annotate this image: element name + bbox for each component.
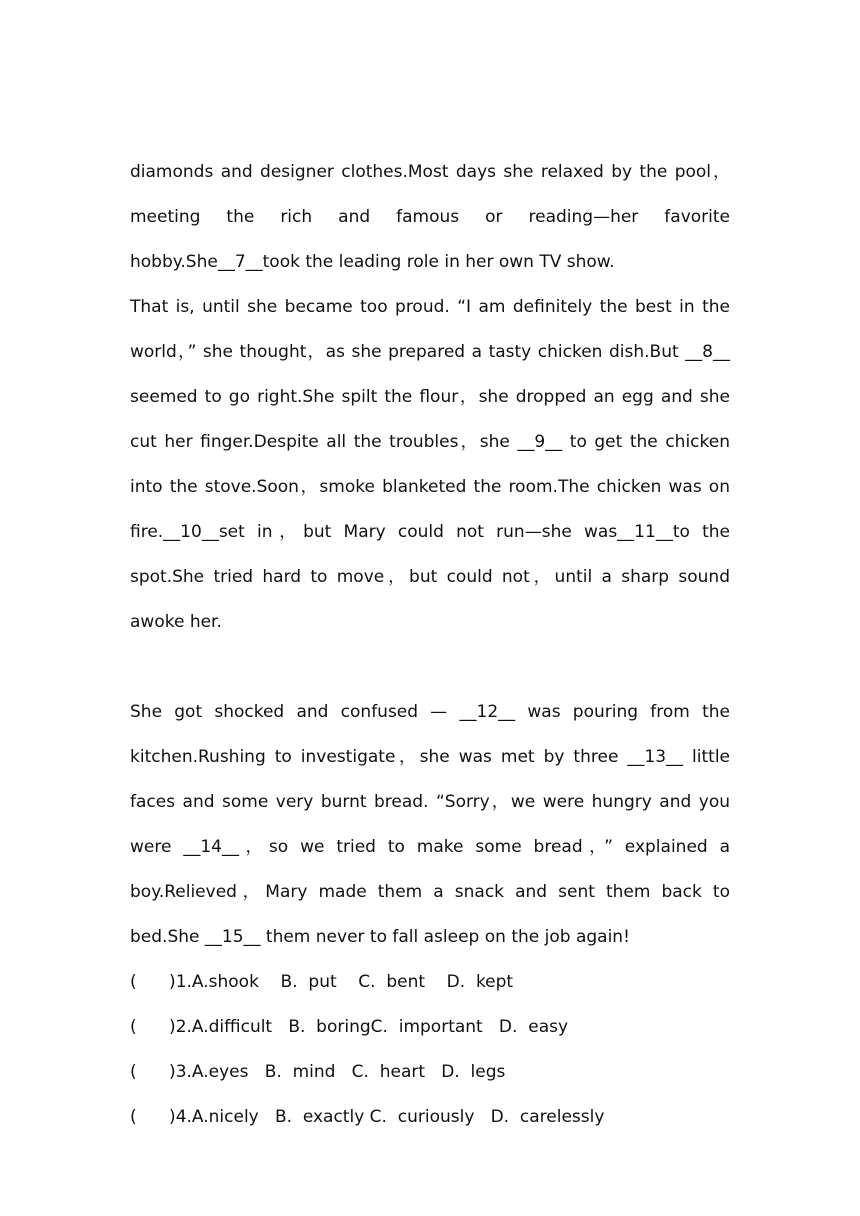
question-1: ( )1.A.shook B. put C. bent D. kept [130,972,514,992]
question-3: ( )3.A.eyes B. mind C. heart D. legs [130,1062,506,1082]
question-list [130,960,730,1140]
paragraph-spacer [130,645,730,690]
question-4: ( )4.A.nicely B. exactly C. curiously D. carelessly [130,1107,605,1127]
passage-paragraph-1: diamonds and designer clothes.Most days she relaxed by the pool，meeting the rich and famous or reading—her favorite hobby.She__7__took the leading role in her own TV show. [130,162,730,272]
passage-paragraph-2: That is, until she became too proud. “I am definitely the best in the world，” she thought，as she prepared a tasty chicken dish.But __8__ seemed to go right.She spilt the flour，she dropped an egg and she cut her finger.Despite all the troubles，she __9__ to get the chicken into the stove.Soon，smoke blanketed the room.The chicken was on fire.__10__set in，but Mary could not run—she was__11__to the spot.She tried hard to move，but could not，until a sharp sound awoke her. [130,297,730,632]
question-2: ( )2.A.difficult B. boringC. important D. easy [130,1017,569,1037]
document-page [130,150,730,1140]
passage-paragraph-3: She got shocked and confused — __12__ was pouring from the kitchen.Rushing to investigate，she was met by three __13__ little faces and some very burnt bread. “Sorry，we were hungry and you were __14__，so we tried to make some bread，” explained a boy.Relieved，Mary made them a snack and sent them back to bed.She __15__ them never to fall asleep on the job again! [130,702,730,947]
